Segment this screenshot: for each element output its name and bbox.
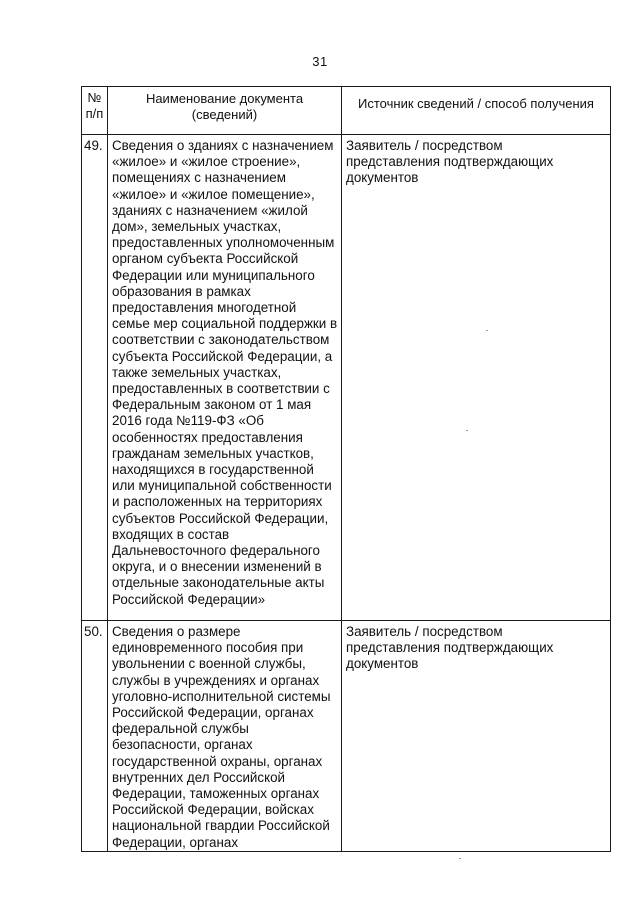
table-header-row <box>82 87 611 135</box>
text-line: предоставленных в соответствии с <box>112 381 330 397</box>
text-line: Заявитель / посредством <box>346 624 503 639</box>
text-line: зданиях с назначением «жилой <box>112 202 308 218</box>
scan-speck <box>466 430 468 431</box>
text-line: дом», земельных участках, <box>112 219 282 235</box>
text-line: органом субъекта Российской <box>112 251 299 267</box>
text-line: государственной охраны, органах <box>112 753 323 769</box>
text-line: Федеральным законом от 1 мая <box>112 397 312 413</box>
header-number-line2: п/п <box>85 106 104 121</box>
text-line: Федерации или муниципального <box>112 267 315 283</box>
scan-speck <box>459 858 461 859</box>
text-line: гражданам земельных участков, <box>112 445 314 461</box>
text-line: документов <box>346 656 419 672</box>
document-name-cell <box>108 621 342 852</box>
text-line: предоставления многодетной <box>112 300 297 316</box>
text-line: национальной гвардии Российской <box>112 818 330 834</box>
header-source: Источник сведений / способ получения <box>342 87 611 135</box>
text-line: единовременного пособия при <box>112 640 304 656</box>
text-line: увольнении с военной службы, <box>112 656 306 672</box>
page-number: 31 <box>312 54 328 69</box>
scan-speck <box>486 330 488 331</box>
text-line: внутренних дел Российской <box>112 769 286 785</box>
text-line: Федерации, органах <box>112 834 239 850</box>
text-line: образования в рамках <box>112 283 251 299</box>
text-line: документов <box>346 170 419 186</box>
header-document-name <box>108 87 342 135</box>
text-line: также земельных участках, <box>112 364 282 380</box>
text-line: и расположенных на территориях <box>112 494 323 510</box>
text-line: находящихся в государственной <box>112 462 314 478</box>
text-line: Сведения о зданиях с назначением <box>112 138 334 153</box>
header-name-line1: Наименование документа <box>145 91 304 106</box>
table-row <box>82 621 611 852</box>
row-number: 49. <box>82 135 108 621</box>
text-line: уголовно-исполнительной системы <box>112 688 331 704</box>
source-cell <box>342 135 611 621</box>
text-line: Российской Федерации, войсках <box>112 802 314 818</box>
text-line: отдельные законодательные акты <box>112 575 325 591</box>
header-number-line1: № <box>87 90 102 105</box>
text-line: Дальневосточного федерального <box>112 543 320 559</box>
text-line: представления подтверждающих <box>346 154 554 170</box>
header-name-line2: (сведений) <box>191 107 258 122</box>
text-line: службы в учреждениях и органах <box>112 672 320 688</box>
text-line: помещениях с назначением <box>112 170 286 186</box>
text-line: субъекта Российской Федерации, а <box>112 348 333 364</box>
table-row <box>82 135 611 621</box>
source-cell <box>342 621 611 852</box>
text-line: округа, и о внесении изменений в <box>112 559 322 575</box>
text-line: Российской Федерации, органах <box>112 705 314 721</box>
text-line: особенностях предоставления <box>112 429 303 445</box>
text-line: Заявитель / посредством <box>346 138 503 153</box>
text-line: Сведения о размере <box>112 624 241 639</box>
text-line: «жилое» и «жилое строение», <box>112 154 301 170</box>
document-name-cell <box>108 135 342 621</box>
text-line: безопасности, органах <box>112 737 253 753</box>
row-number: 50. <box>82 621 108 852</box>
text-line: входящих в состав <box>112 526 230 542</box>
text-line: соответствии с законодательством <box>112 332 330 348</box>
text-line: представления подтверждающих <box>346 640 554 656</box>
text-line: субъектов Российской Федерации, <box>112 510 329 526</box>
text-line: федеральной службы <box>112 721 249 737</box>
text-line: или муниципальной собственности <box>112 478 332 494</box>
header-number <box>82 87 108 135</box>
text-line: семье мер социальной поддержки в <box>112 316 338 332</box>
text-line: 2016 года №119-ФЗ «Об <box>112 413 264 429</box>
text-line: «жилое» и «жилое помещение», <box>112 186 315 202</box>
text-line: предоставленных уполномоченным <box>112 235 335 251</box>
text-line: Федерации, таможенных органах <box>112 786 320 802</box>
text-line: Российской Федерации» <box>112 591 266 607</box>
documents-table <box>81 86 611 852</box>
